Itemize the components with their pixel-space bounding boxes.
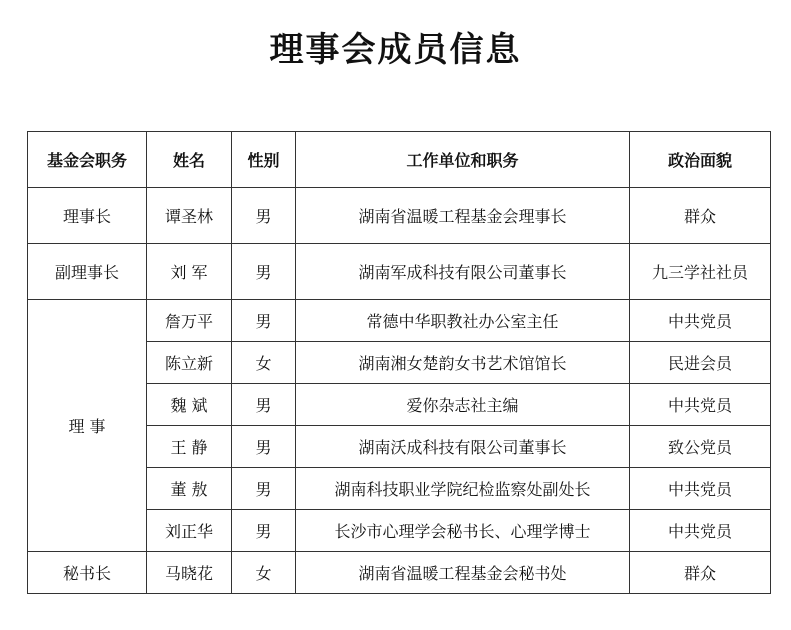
table-row <box>28 244 771 300</box>
gender-cell: 男 <box>232 300 296 342</box>
role-cell: 副理事长 <box>28 244 147 300</box>
political-cell: 民进会员 <box>630 342 771 384</box>
gender-cell: 女 <box>232 552 296 594</box>
table-row <box>28 188 771 244</box>
political-cell: 群众 <box>630 552 771 594</box>
workplace-cell: 湖南省温暖工程基金会秘书处 <box>296 552 630 594</box>
political-cell: 中共党员 <box>630 510 771 552</box>
role-cell: 秘书长 <box>28 552 147 594</box>
gender-cell: 男 <box>232 244 296 300</box>
name-cell: 谭圣林 <box>147 188 232 244</box>
workplace-cell: 爱你杂志社主编 <box>296 384 630 426</box>
workplace-cell: 常德中华职教社办公室主任 <box>296 300 630 342</box>
header-gender: 性别 <box>232 132 296 188</box>
board-members-table <box>27 131 771 594</box>
gender-cell: 男 <box>232 188 296 244</box>
header-role: 基金会职务 <box>28 132 147 188</box>
name-cell: 刘 军 <box>147 244 232 300</box>
role-cell: 理 事 <box>28 300 147 552</box>
political-cell: 中共党员 <box>630 300 771 342</box>
political-cell: 群众 <box>630 188 771 244</box>
gender-cell: 男 <box>232 384 296 426</box>
political-cell: 九三学社社员 <box>630 244 771 300</box>
gender-cell: 男 <box>232 426 296 468</box>
workplace-cell: 湖南科技职业学院纪检监察处副处长 <box>296 468 630 510</box>
table-row <box>28 300 771 342</box>
workplace-cell: 湖南军成科技有限公司董事长 <box>296 244 630 300</box>
name-cell: 詹万平 <box>147 300 232 342</box>
workplace-cell: 湖南沃成科技有限公司董事长 <box>296 426 630 468</box>
gender-cell: 男 <box>232 468 296 510</box>
header-workplace: 工作单位和职务 <box>296 132 630 188</box>
political-cell: 致公党员 <box>630 426 771 468</box>
workplace-cell: 湖南湘女楚韵女书艺术馆馆长 <box>296 342 630 384</box>
header-political: 政治面貌 <box>630 132 771 188</box>
name-cell: 王 静 <box>147 426 232 468</box>
name-cell: 刘正华 <box>147 510 232 552</box>
name-cell: 马晓花 <box>147 552 232 594</box>
table-row <box>28 552 771 594</box>
name-cell: 董 敖 <box>147 468 232 510</box>
name-cell: 陈立新 <box>147 342 232 384</box>
workplace-cell: 湖南省温暖工程基金会理事长 <box>296 188 630 244</box>
political-cell: 中共党员 <box>630 384 771 426</box>
header-name: 姓名 <box>147 132 232 188</box>
gender-cell: 女 <box>232 342 296 384</box>
workplace-cell: 长沙市心理学会秘书长、心理学博士 <box>296 510 630 552</box>
name-cell: 魏 斌 <box>147 384 232 426</box>
role-cell: 理事长 <box>28 188 147 244</box>
gender-cell: 男 <box>232 510 296 552</box>
political-cell: 中共党员 <box>630 468 771 510</box>
table-header-row <box>28 132 771 188</box>
page-title: 理事会成员信息 <box>269 30 522 70</box>
